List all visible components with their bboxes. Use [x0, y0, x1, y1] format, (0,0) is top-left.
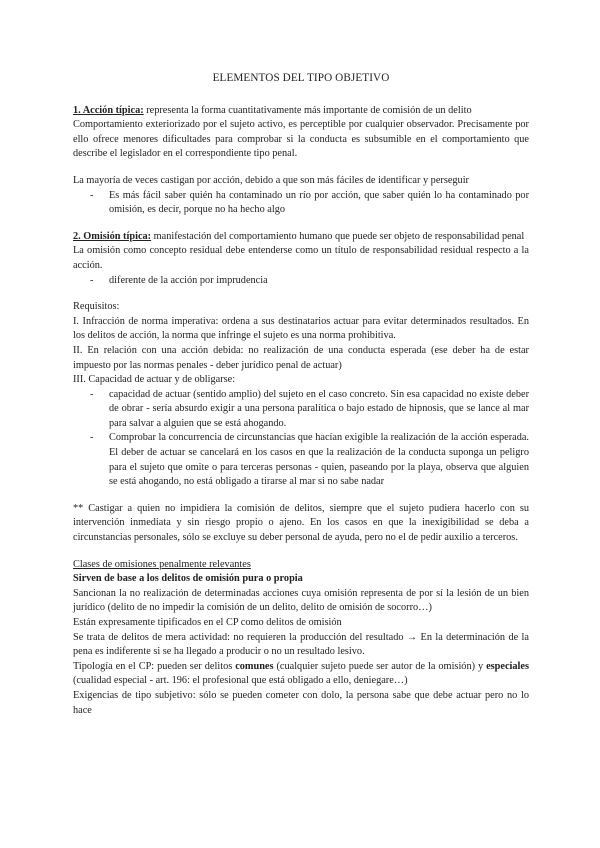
- clases-paragraph-1: Sancionan la no realización de determinadas acciones cuya omisión representa de por sí la lesión de un bien jurídico (delito de no impedir la comisión de un delito, delito de omisión de socorro…): [73, 587, 529, 614]
- clases-p4-especiales: especiales: [486, 660, 529, 672]
- requisito-iii-bullet-1: - capacidad de actuar (sentido amplio) del sujeto en el caso concreto. Sin esa capacidad no existe deber de obrar - sería absurdo exigir a una persona paralítica o bajo estado de hipnosis, que se lance al mar para salvar a alguien que se está ahogando.: [73, 388, 529, 432]
- requisito-iii-bullet-2: - Comprobar la concurrencia de circunstancias que hacían exigible la realización de la acción esperada. El deber de actuar se cancelará en los casos en que la realización de la conducta suponga un peligro para el sujeto que omite o para terceras personas - quien, paseando por la playa, observa que alguien se está ahogando, no está obligado a tirarse al mar si no sabe nadar: [73, 431, 529, 489]
- clases-paragraph-4: [73, 660, 529, 689]
- document-title: ELEMENTOS DEL TIPO OBJETIVO: [212, 72, 390, 84]
- requisito-i: I. Infracción de norma imperativa: ordena a sus destinatarios actuar para evitar determinados resultados. En los delitos de acción, la norma que infringe el sujeto es una norma prohibitiva.: [73, 315, 529, 342]
- clases-paragraph-2: Están expresamente tipificados en el CP como delitos de omisión: [73, 617, 342, 628]
- section-2-intro: [73, 230, 529, 245]
- section-1-heading: 1. Acción típica:: [73, 104, 144, 116]
- section-1-bullet: - Es más fácil saber quién ha contaminado un río por acción, que saber quién lo ha contaminado por omisión, es decir, porque no ha hecho algo: [73, 189, 529, 218]
- clases-p4-comunes: comunes: [235, 660, 274, 672]
- section-2-heading: 2. Omisión típica:: [73, 230, 152, 242]
- section-2-bullet: - diferente de la acción por imprudencia: [73, 274, 529, 289]
- note-paragraph: ** Castigar a quien no impidiera la comisión de delitos, siempre que el sujeto pudiera hacerlo con su intervención inmediata y sin riesgo propio o ajeno. En los casos en que la inexigibilidad se deba a circunstancias personales, sólo se excluye su deber personal de ayuda, pero no el de pedir auxilio a terceros.: [73, 502, 529, 544]
- section-2-list: [73, 274, 529, 289]
- clases-paragraph-3: Se trata de delitos de mera actividad: no requieren la producción del resultado → En la determinación de la pena es indiferente si se ha llegado a producir o no un resultado lesivo.: [73, 631, 529, 658]
- section-2-intro-text: manifestación del comportamiento humano que puede ser objeto de responsabilidad penal: [151, 230, 525, 242]
- section-1-list: [73, 189, 529, 218]
- requisito-ii: II. En relación con una acción debida: no realización de una conducta esperada (ese deber ha de estar impuesto por las normas penales - deber jurídico penal de actuar): [73, 344, 529, 371]
- clases-paragraph-5: Exigencias de tipo subjetivo: sólo se pueden cometer con dolo, la persona sabe que debe actuar pero no lo hace: [73, 689, 529, 716]
- clases-subheading-text: Sirven de base a los delitos de omisión pura o propia: [73, 573, 303, 585]
- section-1-intro: [73, 104, 529, 119]
- document-content: [73, 71, 529, 718]
- clases-p4-text-e: (cualidad especial - art. 196: el profesional que está obligado a ello, deniegare…): [73, 675, 408, 687]
- section-2-paragraph: La omisión como concepto residual debe entenderse como un título de responsabilidad residual respecto a la acción.: [73, 245, 529, 271]
- requisito-iii: III. Capacidad de actuar y de obligarse:: [73, 374, 236, 386]
- clases-p4-text-a: Tipología en el CP: pueden ser delitos: [73, 660, 236, 672]
- section-1-intro-text: representa la forma cuantitativamente más importante de comisión de un delito: [143, 104, 472, 116]
- clases-p4-text-c: (cualquier sujeto puede ser autor de la omisión) y: [273, 660, 487, 672]
- clases-heading: Clases de omisiones penalmente relevantes: [73, 558, 251, 570]
- requisito-iii-list: [73, 388, 529, 490]
- clases-subheading: [73, 572, 529, 587]
- section-1-paragraph: Comportamiento exteriorizado por el sujeto activo, es perceptible por cualquier observador. Precisamente por ello ofrece menores dificultades para comprobar si la conducta es subsumible en el comportamiento que describe el legislador en el correspondiente tipo penal.: [73, 119, 529, 160]
- section-1-paragraph-2: La mayoría de veces castigan por acción, debido a que son más fáciles de identificar y perseguir: [73, 174, 469, 186]
- requisitos-heading: Requisitos:: [73, 301, 120, 313]
